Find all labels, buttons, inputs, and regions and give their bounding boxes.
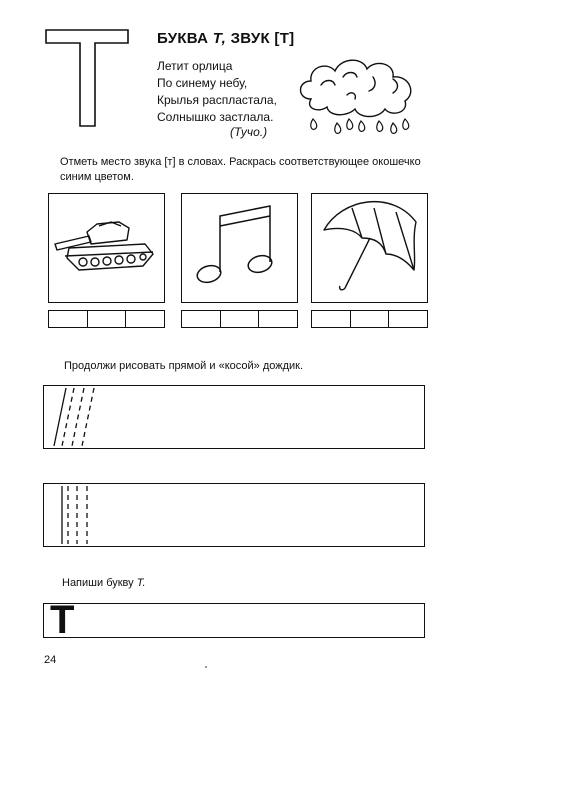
picture-box-tank: [48, 193, 165, 303]
sound-cells-note: [181, 310, 298, 328]
tank-icon: [49, 194, 164, 302]
sound-cell[interactable]: [182, 311, 221, 327]
straight-rain-sample: [44, 484, 144, 546]
music-note-icon: [182, 194, 297, 302]
poem-line: Солнышко застлала.: [157, 110, 274, 124]
straight-rain-strip[interactable]: [43, 483, 425, 547]
slanted-rain-sample: [44, 386, 144, 448]
poem-line: Летит орлица: [157, 59, 233, 73]
sample-letter-t: Т: [50, 598, 75, 642]
page-title: БУКВА Т, ЗВУК [Т]: [157, 30, 295, 47]
print-speck: [205, 666, 207, 668]
sound-cell[interactable]: [88, 311, 127, 327]
riddle-poem: [157, 58, 277, 126]
rain-task-instruction: Продолжи рисовать прямой и «косой» дождик.: [64, 360, 304, 372]
big-outline-letter-t: [44, 28, 130, 128]
sound-cell[interactable]: [351, 311, 390, 327]
sound-task-instruction: Отметь место звука [т] в словах. Раскрась соответствующее окошечко синим цветом.: [60, 156, 421, 183]
sound-cell[interactable]: [126, 311, 164, 327]
write-task-instruction: Напиши букву Т.: [62, 577, 146, 589]
picture-box-umbrella: [311, 193, 428, 303]
sound-cell[interactable]: [389, 311, 427, 327]
riddle-answer: (Тучо.): [230, 125, 268, 139]
sound-cell[interactable]: [259, 311, 297, 327]
slanted-rain-strip[interactable]: [43, 385, 425, 449]
sound-cell[interactable]: [221, 311, 260, 327]
page-number: 24: [44, 654, 57, 666]
sound-cell[interactable]: [49, 311, 88, 327]
poem-line: Крылья распластала,: [157, 93, 277, 107]
rain-cloud-icon: [293, 55, 423, 140]
sound-cells-tank: [48, 310, 165, 328]
umbrella-icon: [312, 194, 427, 302]
letter-writing-strip[interactable]: [43, 598, 425, 642]
picture-box-note: [181, 193, 298, 303]
sound-cell[interactable]: [312, 311, 351, 327]
sound-cells-umbrella: [311, 310, 428, 328]
poem-line: По синему небу,: [157, 76, 248, 90]
